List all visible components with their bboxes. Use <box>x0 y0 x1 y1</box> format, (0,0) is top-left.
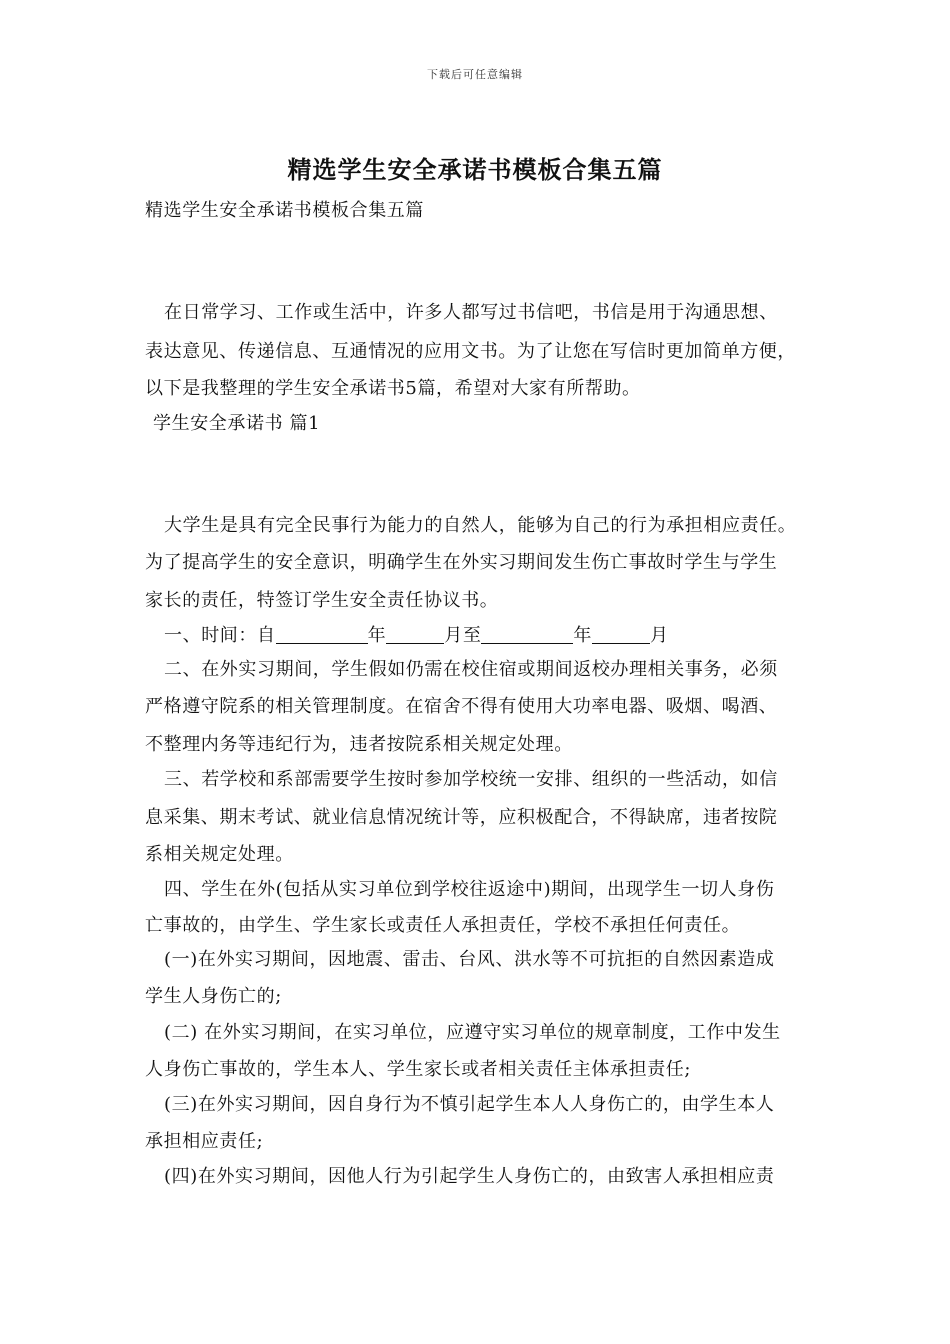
para1-line-3: 家长的责任，特签订学生安全责任协议书。 <box>145 590 499 611</box>
sub3-line-2: 承担相应责任; <box>145 1131 264 1152</box>
time-month-1: 月至 <box>444 625 482 646</box>
sub4-line-1: (四)在外实习期间，因他人行为引起学生人身伤亡的，由致害人承担相应责 <box>164 1166 775 1187</box>
para1-line-1: 大学生是具有完全民事行为能力的自然人，能够为自己的行为承担相应责任。 <box>164 515 797 536</box>
document-title: 精选学生安全承诺书模板合集五篇 <box>287 155 663 184</box>
sub3-line-1: (三)在外实习期间，因自身行为不慎引起学生本人人身伤亡的，由学生本人 <box>164 1094 775 1115</box>
item2-line-1: 二、在外实习期间，学生假如仍需在校住宿或期间返校办理相关事务，必须 <box>164 659 778 680</box>
time-line <box>164 624 669 648</box>
time-prefix: 一、时间：自 <box>164 625 276 646</box>
sub2-line-1: (二) 在外实习期间，在实习单位，应遵守实习单位的规章制度，工作中发生 <box>164 1022 781 1043</box>
item4-line-2: 亡事故的，由学生、学生家长或责任人承担责任，学校不承担任何责任。 <box>145 915 741 936</box>
sub1-line-1: (一)在外实习期间，因地震、雷击、台风、洪水等不可抗拒的自然因素造成 <box>164 949 775 970</box>
item2-line-3: 不整理内务等违纪行为，违者按院系相关规定处理。 <box>145 734 573 755</box>
month-blank-2 <box>592 625 650 644</box>
year-blank-2 <box>481 625 573 644</box>
section-heading: 学生安全承诺书 篇1 <box>153 413 321 434</box>
header-note: 下载后可任意编辑 <box>427 68 523 81</box>
item3-line-3: 系相关规定处理。 <box>145 844 294 865</box>
intro-line-2: 表达意见、传递信息、互通情况的应用文书。为了让您在写信时更加简单方便， <box>145 341 796 362</box>
item2-line-2: 严格遵守院系的相关管理制度。在宿舍不得有使用大功率电器、吸烟、喝酒、 <box>145 696 778 717</box>
item3-line-1: 三、若学校和系部需要学生按时参加学校统一安排、组织的一些活动，如信 <box>164 769 778 790</box>
time-year-2: 年 <box>573 625 593 646</box>
sub1-line-2: 学生人身伤亡的; <box>145 986 282 1007</box>
sub2-line-2: 人身伤亡事故的，学生本人、学生家长或者相关责任主体承担责任; <box>145 1059 692 1080</box>
time-year-1: 年 <box>367 625 387 646</box>
item3-line-2: 息采集、期末考试、就业信息情况统计等，应积极配合，不得缺席，违者按院 <box>145 807 778 828</box>
time-month-2: 月 <box>650 625 669 646</box>
intro-line-3: 以下是我整理的学生安全承诺书5篇，希望对大家有所帮助。 <box>145 378 641 399</box>
para1-line-2: 为了提高学生的安全意识，明确学生在外实习期间发生伤亡事故时学生与学生 <box>145 552 778 573</box>
document-subtitle: 精选学生安全承诺书模板合集五篇 <box>145 200 424 221</box>
year-blank-1 <box>276 625 368 644</box>
intro-line-1: 在日常学习、工作或生活中，许多人都写过书信吧，书信是用于沟通思想、 <box>164 302 778 323</box>
month-blank-1 <box>386 625 444 644</box>
item4-line-1: 四、学生在外(包括从实习单位到学校往返途中)期间，出现学生一切人身伤 <box>164 879 775 900</box>
